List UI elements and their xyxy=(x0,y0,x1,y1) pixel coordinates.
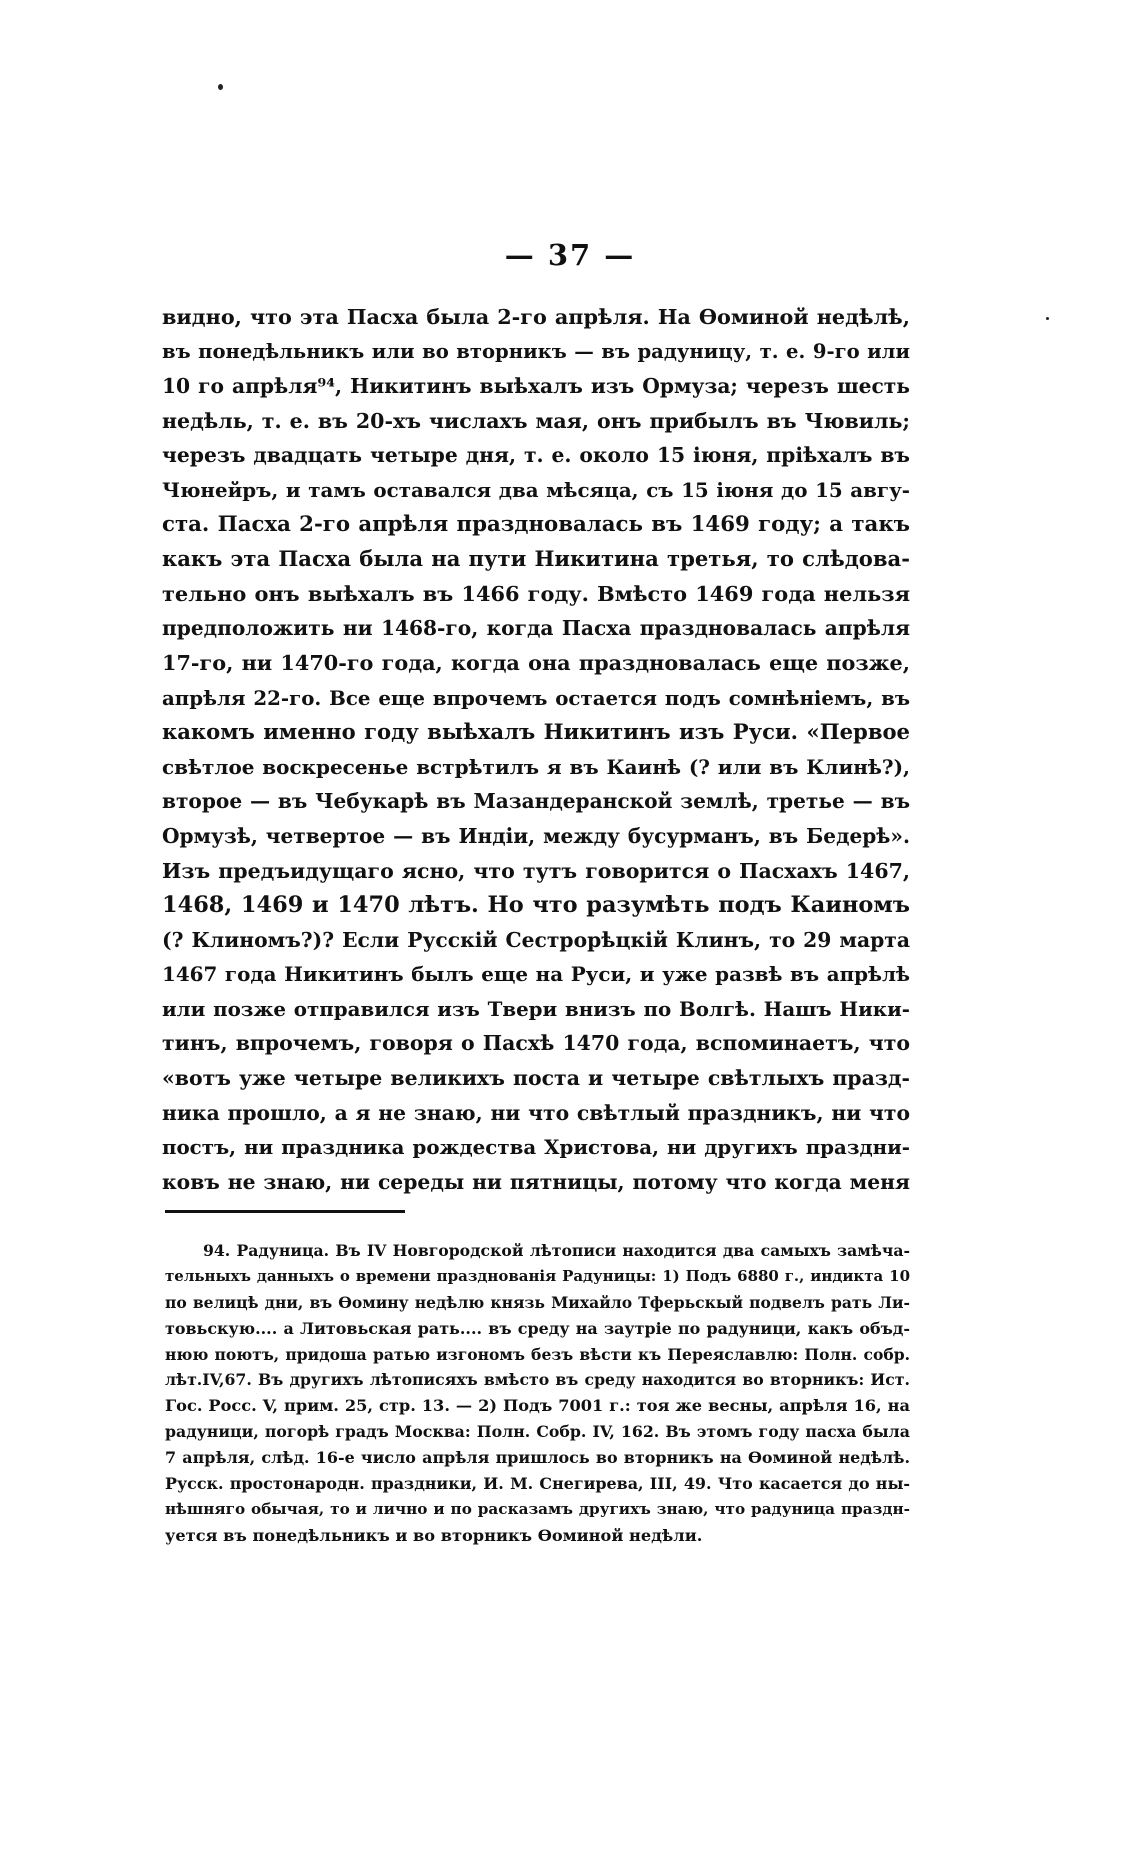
footnote-line: 7 апрѣля, слѣд. 16-е число апрѣля пришлось во вторникъ на Ѳоминой недѣлѣ. xyxy=(165,1448,910,1468)
footnote-line: тельныхъ данныхъ о времени празднованія Радуницы: 1) Подъ 6880 г., индикта 10 xyxy=(165,1266,910,1285)
text-line: 1467 года Никитинъ былъ еще на Руси, и уже развѣ въ апрѣлѣ xyxy=(162,962,910,987)
ink-speck xyxy=(1046,317,1049,320)
text-line: тинъ, впрочемъ, говоря о Пасхѣ 1470 года, вспоминаетъ, что xyxy=(162,1031,910,1056)
page-number: — 37 — xyxy=(504,238,636,272)
text-line: тельно онъ выѣхалъ въ 1466 году. Вмѣсто 1469 года нельзя xyxy=(162,580,910,606)
text-line: Изъ предъидущаго ясно, что тутъ говорится о Пасхахъ 1467, xyxy=(162,858,910,883)
text-line: видно, что эта Пасха была 2-го апрѣля. На Ѳоминой недѣлѣ, xyxy=(162,305,910,329)
text-line: ковъ не знаю, ни середы ни пятницы, потому что когда меня xyxy=(162,1169,910,1194)
text-line: «вотъ уже четыре великихъ поста и четыре свѣтлыхъ празд- xyxy=(162,1066,910,1091)
footnote-line: Гос. Росс. V, прим. 25, стр. 13. — 2) Подъ 7001 г.: тоя же весны, апрѣля 16, на xyxy=(165,1396,910,1416)
text-line: Ормузѣ, четвертое — въ Индіи, между бусурманъ, въ Бедерѣ». xyxy=(162,823,910,848)
text-line: постъ, ни праздника рождества Христова, ни другихъ праздни- xyxy=(162,1135,910,1160)
footnote-separator xyxy=(165,1210,405,1213)
text-line: какомъ именно году выѣхалъ Никитинъ изъ Руси. «Первое xyxy=(162,719,910,745)
text-line: или позже отправился изъ Твери внизъ по Волгѣ. Нашъ Ники- xyxy=(162,996,910,1021)
main-text xyxy=(162,300,910,1199)
footnote-line: 94. Радуница. Въ IV Новгородской лѣтописи находится два самыхъ замѣча- xyxy=(203,1241,910,1260)
text-line: въ понедѣльникъ или во вторникъ — въ радуницу, т. е. 9-го или xyxy=(162,339,910,363)
text-line: 10 го апрѣля⁹⁴, Никитинъ выѣхалъ изъ Ормуза; черезъ шесть xyxy=(162,374,910,399)
footnote-line: по велицѣ дни, въ Ѳомину недѣлю князь Михайло Тферьскый подвелъ рать Ли- xyxy=(165,1292,910,1312)
text-line: второе — въ Чебукарѣ въ Мазандеранской землѣ, третье — въ xyxy=(162,789,910,814)
footnote-line: нѣшняго обычая, то и лично и по расказамъ другихъ знаю, что радуница праздн- xyxy=(165,1499,910,1518)
text-line: какъ эта Пасха была на пути Никитина третья, то слѣдова- xyxy=(162,546,910,572)
text-line: ника прошло, а я не знаю, ни что свѣтлый праздникъ, ни что xyxy=(162,1100,910,1125)
text-line: 17-го, ни 1470-го года, когда она праздновалась еще позже, xyxy=(162,649,910,675)
text-line: ста. Пасха 2-го апрѣля праздновалась въ 1469 году; а такъ xyxy=(162,511,910,537)
text-line: Чюнейръ, и тамъ оставался два мѣсяца, съ 15 іюня до 15 авгу- xyxy=(162,477,910,502)
text-line: 1468, 1469 и 1470 лѣтъ. Но что разумѣть подъ Каиномъ xyxy=(162,892,910,919)
text-line: свѣтлое воскресенье встрѣтилъ я въ Каинѣ (? или въ Клинѣ?), xyxy=(162,754,910,779)
text-line: черезъ двадцать четыре дня, т. е. около 15 іюня, пріѣхалъ въ xyxy=(162,443,910,468)
text-line: апрѣля 22-го. Все еще впрочемъ остается подъ сомнѣніемъ, въ xyxy=(162,685,910,710)
footnote-94 xyxy=(165,1238,910,1549)
footnote-line: Русск. простонародн. праздники, И. М. Снегирева, III, 49. Что касается до ны- xyxy=(165,1474,910,1494)
footnote-line: нюю поютъ, придоша ратью изгономъ безъ вѣсти къ Переяславлю: Полн. собр. xyxy=(165,1344,910,1364)
ink-speck xyxy=(218,84,223,90)
footnote-line: лѣт.IV,67. Въ другихъ лѣтописяхъ вмѣсто въ среду находится во вторникъ: Ист. xyxy=(165,1370,910,1390)
footnote-line: радуници, погорѣ градъ Москва: Полн. Собр. IV, 162. Въ этомъ году пасха была xyxy=(165,1422,910,1442)
text-line: недѣль, т. е. въ 20-хъ числахъ мая, онъ прибылъ въ Чювиль; xyxy=(162,408,910,433)
text-line: (? Клиномъ?)? Если Русскій Сестрорѣцкій Клинъ, то 29 марта xyxy=(162,927,910,952)
footnote-line: товьскую.... а Литовьская рать.... въ среду на заутріе по радуници, какъ объд- xyxy=(165,1318,910,1338)
footnote-line: уется въ понедѣльникъ и во вторникъ Ѳоминой недѣли. xyxy=(165,1525,703,1545)
text-line: предположить ни 1468-го, когда Пасха праздновалась апрѣля xyxy=(162,616,910,641)
